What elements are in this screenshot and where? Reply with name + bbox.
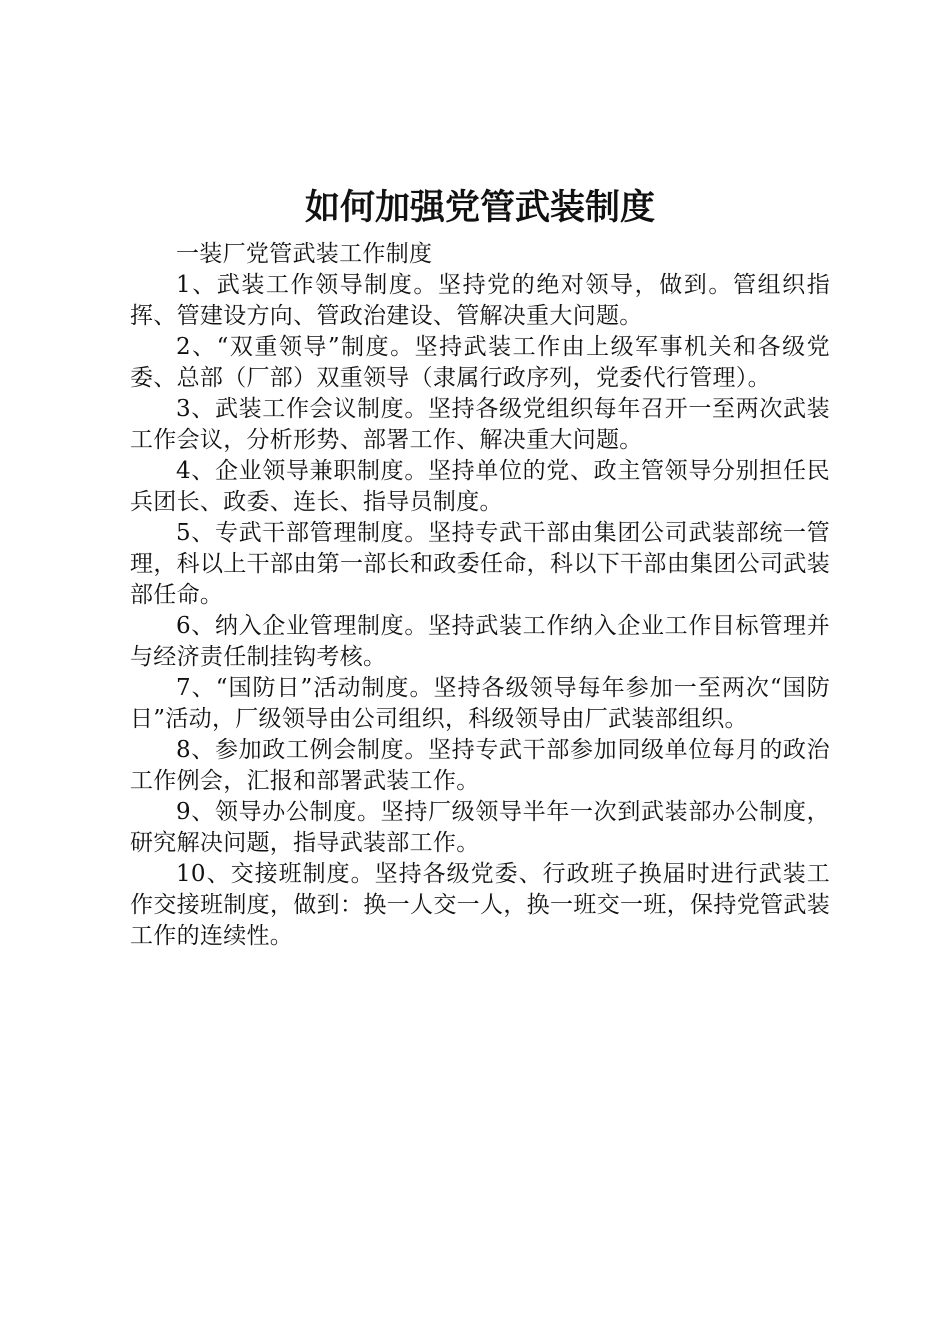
paragraph-5: 5、专武干部管理制度。坚持专武干部由集团公司武装部统一管理，科以上干部由第一部长和政委任命，科以下干部由集团公司武装部任命。 — [130, 520, 830, 608]
document-subtitle: 一装厂党管武装工作制度 — [176, 241, 433, 267]
document-title: 如何加强党管武装制度 — [304, 187, 655, 228]
paragraph-6: 6、纳入企业管理制度。坚持武装工作纳入企业工作目标管理并与经济责任制挂钩考核。 — [130, 613, 830, 670]
paragraph-7: 7、“国防日”活动制度。坚持各级领导每年参加一至两次“国防日”活动，厂级领导由公司组织，科级领导由厂武装部组织。 — [130, 675, 830, 732]
paragraph-2: 2、“双重领导”制度。坚持武装工作由上级军事机关和各级党委、总部（厂部）双重领导（隶属行政序列，党委代行管理）。 — [130, 334, 830, 391]
paragraph-8: 8、参加政工例会制度。坚持专武干部参加同级单位每月的政治工作例会，汇报和部署武装工作。 — [130, 737, 830, 794]
paragraph-10: 10、交接班制度。坚持各级党委、行政班子换届时进行武装工作交接班制度，做到：换一人交一人，换一班交一班，保持党管武装工作的连续性。 — [130, 861, 830, 949]
paragraph-3: 3、武装工作会议制度。坚持各级党组织每年召开一至两次武装工作会议，分析形势、部署工作、解决重大问题。 — [130, 396, 830, 453]
paragraph-1: 1、武装工作领导制度。坚持党的绝对领导，做到。管组织指挥、管建设方向、管政治建设、管解决重大问题。 — [130, 272, 830, 329]
paragraph-4: 4、企业领导兼职制度。坚持单位的党、政主管领导分别担任民兵团长、政委、连长、指导员制度。 — [130, 458, 830, 515]
paragraph-9: 9、领导办公制度。坚持厂级领导半年一次到武装部办公制度，研究解决问题，指导武装部工作。 — [130, 799, 830, 856]
document-page — [130, 183, 830, 952]
